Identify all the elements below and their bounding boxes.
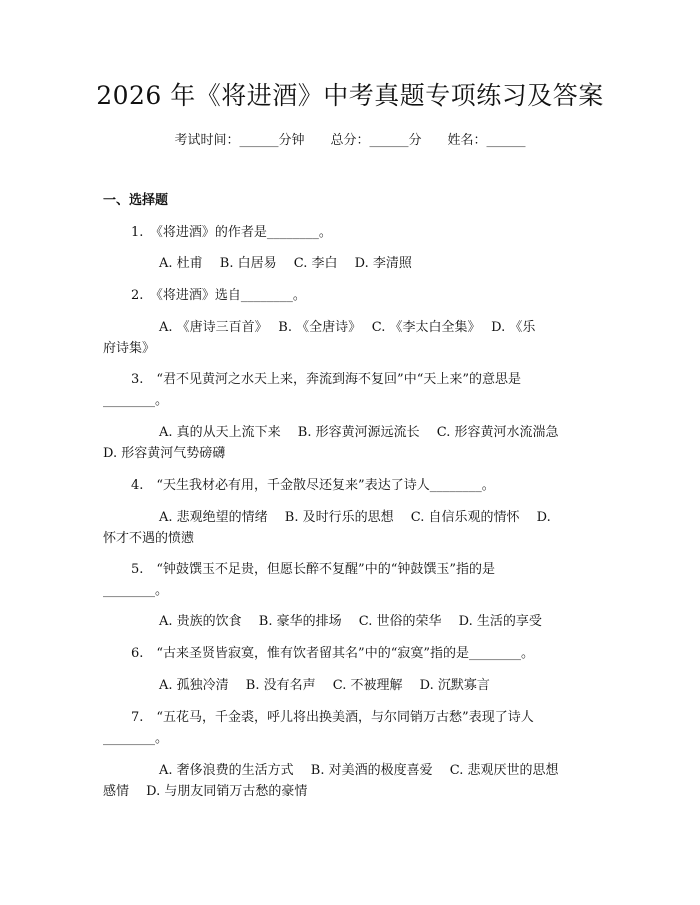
- section-heading: 一、选择题: [103, 193, 169, 208]
- question-5-options: A. 贵族的饮食 B. 豪华的排场 C. 世俗的荣华 D. 生活的享受: [159, 614, 542, 629]
- question-2-stem: 2. 《将进酒》选自________。: [131, 288, 306, 303]
- question-5-stem-cont: ________。: [103, 583, 169, 598]
- question-2-options-cont: 府诗集》: [103, 341, 156, 356]
- question-5-stem: 5. “钟鼓馔玉不足贵，但愿长醉不复醒”中的“钟鼓馔玉”指的是: [131, 562, 495, 577]
- question-1-options: A. 杜甫 B. 白居易 C. 李白 D. 李清照: [159, 256, 412, 271]
- question-7-stem: 7. “五花马，千金裘，呼儿将出换美酒，与尔同销万古愁”表现了诗人: [131, 710, 534, 725]
- question-6-options: A. 孤独冷清 B. 没有名声 C. 不被理解 D. 沉默寡言: [159, 678, 490, 693]
- question-7-options: A. 奢侈浪费的生活方式 B. 对美酒的极度喜爱 C. 悲观厌世的思想: [159, 763, 559, 778]
- question-3-stem-cont: ________。: [103, 393, 169, 408]
- question-7-options-cont: 感情 D. 与朋友同销万古愁的豪情: [103, 784, 308, 799]
- question-3-options: A. 真的从天上流下来 B. 形容黄河源远流长 C. 形容黄河水流湍急: [159, 425, 559, 440]
- question-4-stem: 4. “天生我材必有用，千金散尽还复来”表达了诗人________。: [131, 478, 495, 493]
- question-7-stem-cont: ________。: [103, 731, 169, 746]
- question-3-stem: 3. “君不见黄河之水天上来，奔流到海不复回”中“天上来”的意思是: [131, 372, 521, 387]
- question-6-stem: 6. “古来圣贤皆寂寞，惟有饮者留其名”中的“寂寞”指的是________。: [131, 646, 534, 661]
- question-4-options-cont: 怀才不遇的愤懑: [103, 531, 195, 546]
- page-title: 2026 年《将进酒》中考真题专项练习及答案: [96, 81, 604, 110]
- question-1-stem: 1. 《将进酒》的作者是________。: [131, 225, 332, 240]
- question-3-options-cont: D. 形容黄河气势磅礴: [103, 446, 226, 461]
- exam-info-line: 考试时间：______分钟 总分：______分 姓名：______: [174, 133, 526, 148]
- question-2-options: A. 《唐诗三百首》 B. 《全唐诗》 C. 《李太白全集》 D. 《乐: [159, 320, 536, 335]
- question-4-options: A. 悲观绝望的情绪 B. 及时行乐的思想 C. 自信乐观的情怀 D.: [159, 510, 551, 525]
